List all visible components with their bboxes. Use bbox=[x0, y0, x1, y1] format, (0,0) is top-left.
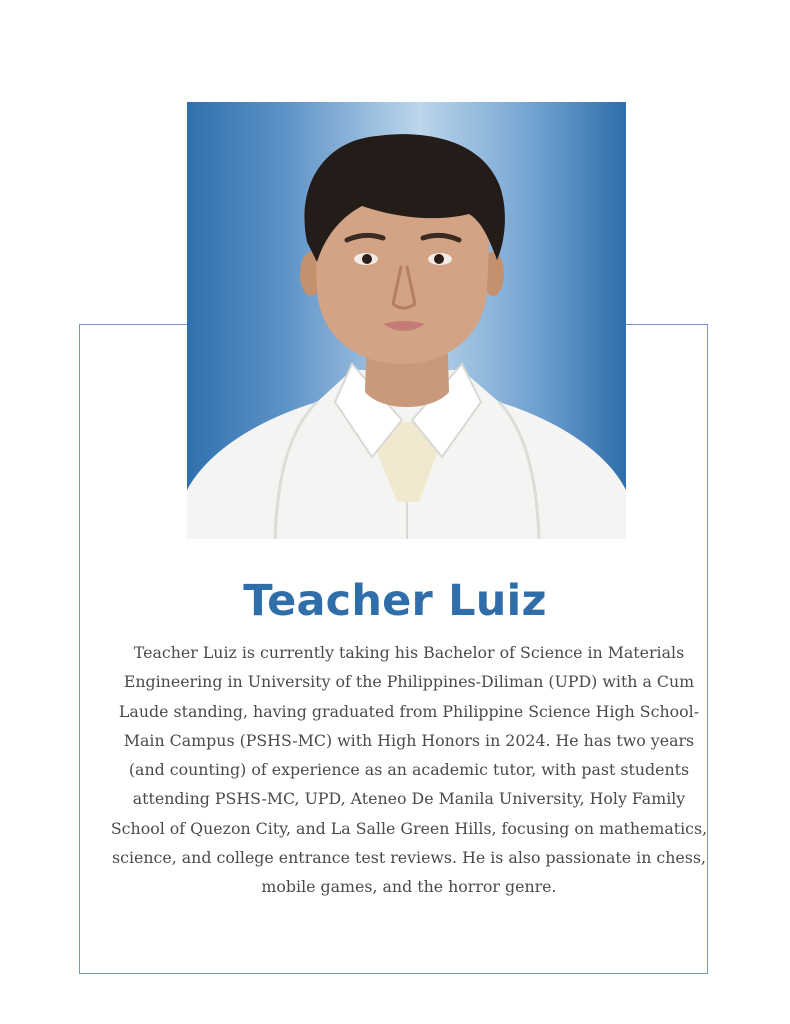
teacher-bio-paragraph: Teacher Luiz is currently taking his Bachelor of Science in Materials Engineering in University of the Philippines-Diliman (UPD) with a Cum Laude standing, having graduated from Philippine Science High School-Main Campus (PSHS-MC) with High Honors in 2024. He has two years (and counting) of experience as an academic tutor, with past students attending PSHS-MC, UPD, Ateneo De Manila University, Holy Family School of Quezon City, and La Salle Green Hills, focusing on mathematics, science, and college entrance test reviews. He is also passionate in chess, mobile games, and the horror genre. bbox=[110, 643, 708, 897]
teacher-name-heading: Teacher Luiz bbox=[243, 576, 547, 626]
portrait-illustration bbox=[187, 102, 626, 539]
profile-photo bbox=[187, 102, 626, 539]
